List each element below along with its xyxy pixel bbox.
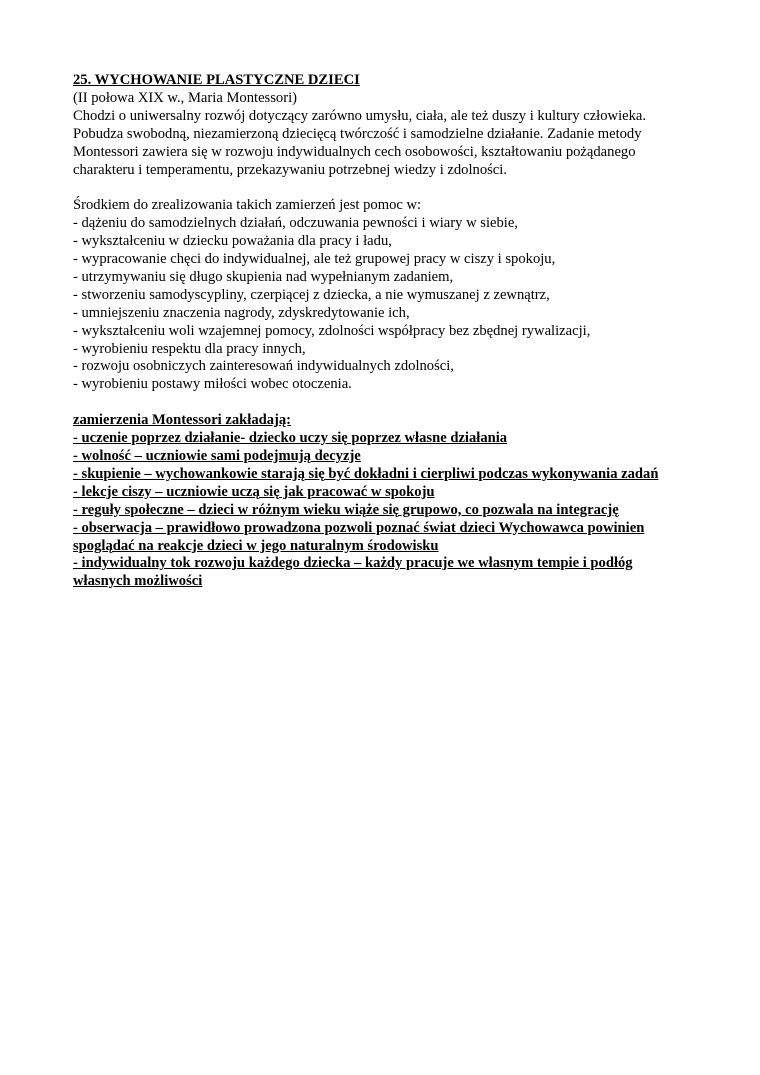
intro-line: Chodzi o uniwersalny rozwój dotyczący zarówno umysłu, ciała, ale też duszy i kultury człowieka. <box>73 107 647 124</box>
list-item: - utrzymywaniu się długo skupienia nad wypełnianym zadaniem, <box>73 268 454 285</box>
list-item: - stworzeniu samodyscypliny, czerpiącej z dziecka, a nie wymuszanej z zewnątrz, <box>73 286 550 303</box>
list-item: - indywidualny tok rozwoju każdego dziecka – każdy pracuje we własnym tempie i podłóg <box>73 555 633 572</box>
list-item: - wykształceniu w dziecku poważania dla pracy i ładu, <box>73 233 392 250</box>
intro-line: Pobudza swobodną, niezamierzoną dziecięcą twórczość i samodzielne działanie. Zadanie metody <box>73 125 642 142</box>
assumptions-list <box>73 430 713 591</box>
list-item: - rozwoju osobniczych zainteresowań indywidualnych zdolności, <box>73 358 454 375</box>
intro-line: charakteru i temperamentu, przekazywaniu potrzebnej wiedzy i zdolności. <box>73 161 507 178</box>
list-item: - dążeniu do samodzielnych działań, odczuwania pewności i wiary w siebie, <box>73 215 518 232</box>
document-page <box>73 72 713 591</box>
list-item: - umniejszeniu znaczenia nagrody, zdyskredytowanie ich, <box>73 304 410 321</box>
list-item: - wypracowanie chęci do indywidualnej, ale też grupowej pracy w ciszy i spokoju, <box>73 251 556 268</box>
list-item-continuation: własnych możliwości <box>73 573 203 590</box>
list-item: - skupienie – wychowankowie starają się być dokładni i cierpliwi podczas wykonywania zadań <box>73 465 659 482</box>
list-item: - lekcje ciszy – uczniowie uczą się jak pracować w spokoju <box>73 483 435 500</box>
intro-line: Montessori zawiera się w rozwoju indywidualnych cech osobowości, kształtowaniu pożądanego <box>73 143 636 160</box>
list-item: - wolność – uczniowie sami podejmują decyzje <box>73 448 361 464</box>
list-item: - wykształceniu woli wzajemnej pomocy, zdolności współpracy bez zbędnej rywalizacji, <box>73 322 591 339</box>
list-item: - wyrobieniu respektu dla pracy innych, <box>73 340 306 357</box>
paragraph-gap <box>73 394 713 412</box>
document-subtitle: (II połowa XIX w., Maria Montessori) <box>73 89 297 106</box>
means-list <box>73 215 713 394</box>
paragraph-gap <box>73 179 713 197</box>
list-item: - uczenie poprzez działanie- dziecko uczy się poprzez własne działania <box>73 430 508 447</box>
list-item-continuation: spoglądać na reakcje dzieci w jego naturalnym środowisku <box>73 537 439 554</box>
list-item: - reguły społeczne – dzieci w różnym wieku wiąże się grupowo, co pozwala na integrację <box>73 501 619 518</box>
assumptions-heading: zamierzenia Montessori zakładają: <box>73 412 292 429</box>
list-item: - obserwacja – prawidłowo prowadzona pozwoli poznać świat dzieci Wychowawca powinien <box>73 519 645 536</box>
list-item: - wyrobieniu postawy miłości wobec otoczenia. <box>73 376 352 393</box>
document-title: 25. WYCHOWANIE PLASTYCZNE DZIECI <box>73 72 360 88</box>
intro-paragraph <box>73 108 713 180</box>
means-heading: Środkiem do zrealizowania takich zamierzeń jest pomoc w: <box>73 197 422 214</box>
